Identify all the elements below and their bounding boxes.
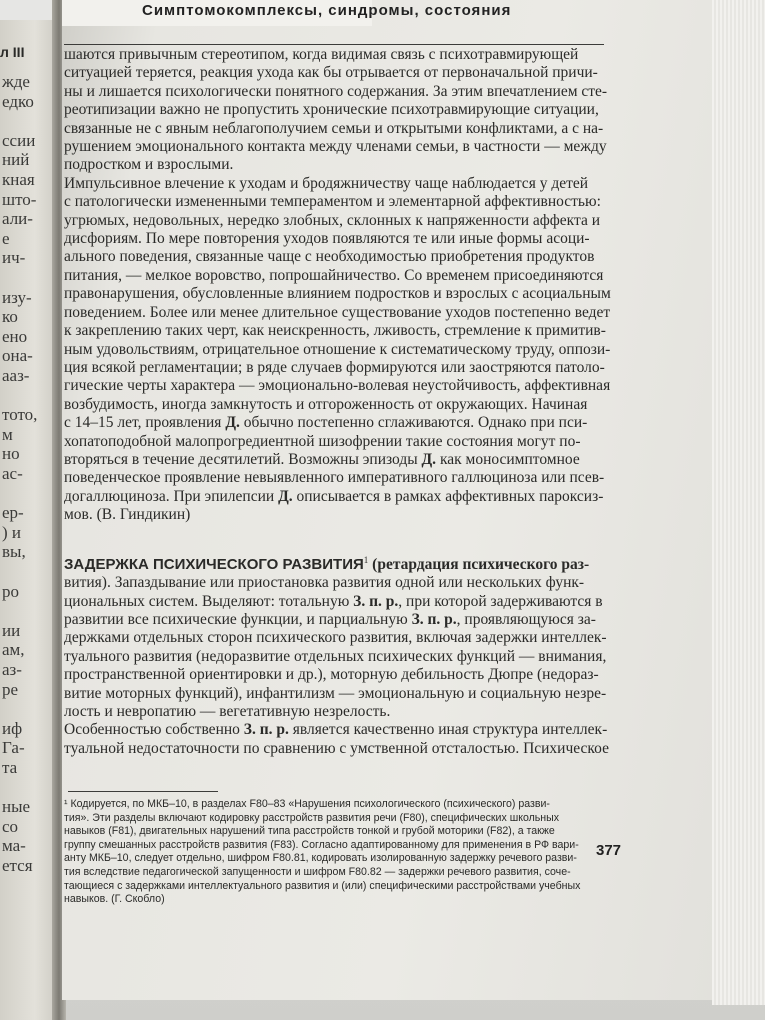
text-line: догаллюциноза. При эпилепсии Д. описывается в рамках аффективных пароксиз- <box>64 487 604 505</box>
left-running-head: л III <box>0 44 25 60</box>
text-line: держками отдельных сторон психического развития, включая задержки интеллек- <box>64 629 607 647</box>
left-page-fragment: ма- <box>2 836 26 856</box>
text-line: вторяться в течение десятилетий. Возможны эпизоды Д. как моносимптомное <box>64 450 580 468</box>
text-line: угрюмых, недовольных, нередко злобных, склонных к напряженности аффекта и <box>64 211 600 229</box>
left-page <box>0 20 58 1020</box>
text-line: лость и невропатию — вегетативную незрелость. <box>64 702 391 720</box>
left-page-fragment: жде <box>2 72 30 91</box>
footnote-line: тия вследствие педагогической запущенности и шифром F80.82 — задержки речевого развития, соче- <box>64 865 571 878</box>
text-line: дисфориям. По мере повторения уходов появляются те или иные формы асоци- <box>64 230 590 248</box>
text-line: ция всякой регламентации; в ряде случаев формируются или заостряются патоло- <box>64 358 605 376</box>
entry-heading-line <box>64 551 622 575</box>
left-page-fragment: ре <box>2 679 19 699</box>
footnote-line: тающиеся с задержками интеллектуального развития и (или) специфическими расстройствами учебных <box>64 879 581 892</box>
text-line: питания, — мелкое воровство, попрошайничество. Со временем присоединяются <box>64 266 604 284</box>
abbreviation: Д. <box>225 414 240 432</box>
article-paragraphs <box>64 46 622 525</box>
left-page-fragment: ний <box>2 150 30 170</box>
left-page-fragment: она- <box>2 346 33 366</box>
paragraph <box>64 175 622 525</box>
text-line: поведением. Более или менее длительное существование уходов постепенно ведет <box>64 303 611 321</box>
left-page-fragment: ные <box>2 797 31 817</box>
running-head: Симптомокомплексы, синдромы, состояния <box>142 2 512 19</box>
text-line: правонарушения, обусловленные влиянием подростков и взрослых с асоциальным <box>64 285 611 303</box>
main-text <box>64 46 622 758</box>
text-line: связанные не с явным неблагополучием семьи и открытыми конфликтами, а с на- <box>64 119 604 137</box>
text-line: циональных систем. Выделяют: тотальную З. п. р., при которой задерживаются в <box>64 592 603 610</box>
text-line: подростком и взрослыми. <box>64 156 234 174</box>
left-page-fragment: аз- <box>2 660 22 679</box>
text-line: пространственной ориентировки и др.), моторную дебильность Дюпре (недораз- <box>64 666 599 684</box>
abbreviation: З. п. р. <box>353 592 399 610</box>
abbreviation: Д. <box>421 450 437 468</box>
left-page-fragment: едко <box>2 91 34 111</box>
footnote-line: навыков (F81), двигательных нарушений типа расстройств тонкой и грубой моторики (F82), а также <box>64 825 555 838</box>
left-page-fragment: ется <box>2 856 33 875</box>
page-edges <box>712 0 765 1005</box>
left-page-fragment: но <box>2 444 20 464</box>
text-line: рушением эмоционального контакта между членами семьи, в частности — между <box>64 138 607 156</box>
left-page-fragment: вы, <box>2 542 26 562</box>
entry-heading: ЗАДЕРЖКА ПСИХИЧЕСКОГО РАЗВИТИЯ <box>64 555 364 573</box>
text-line: ального поведения, связанные чаще с необходимостью приобретения продуктов <box>64 248 595 266</box>
footnote-mark: 1 <box>363 554 369 565</box>
text-line: поведенческое проявление невыявленного императивного галлюциноза или псев- <box>64 469 605 487</box>
left-page-fragment: али- <box>2 209 33 229</box>
left-page-fragment: м <box>2 424 13 444</box>
text-line: Особенностью собственно З. п. р. является качественно иная структура интеллек- <box>64 721 608 739</box>
footnote-line: анту МКБ–10, следует отдельно, шифром F80.81, кодировать изолированную задержку речевого разви- <box>64 852 577 865</box>
right-page <box>62 0 717 1000</box>
left-page-fragment: е <box>2 228 10 248</box>
text-line: гические черты характера — эмоционально-волевая неустойчивость, аффективная <box>64 377 611 395</box>
left-page-fragment: ии <box>2 620 21 640</box>
left-page-fragment: ) и <box>2 522 22 542</box>
text-line: ным удовольствиям, отрицательное отношение к систематическому труду, оппози- <box>64 340 611 358</box>
entry-body <box>64 574 622 758</box>
left-page-fragment: ааз- <box>2 366 30 385</box>
left-page-fragment: Га- <box>2 738 25 758</box>
left-page-fragment: ер- <box>2 503 24 523</box>
left-page-fragment: кная <box>2 170 35 189</box>
left-page-fragment: иф <box>2 718 23 738</box>
text-line: к закреплению таких черт, как неискренность, лживость, стремление к примитив- <box>64 322 606 340</box>
text-line: с патологически измененными темпераментом и элементарной аффективностью: <box>64 193 601 211</box>
left-page-fragment: та <box>2 758 18 777</box>
text-line: туального развития (недоразвитие отдельных психических функций — внимания, <box>64 647 607 665</box>
left-page-fragment: ас- <box>2 464 23 483</box>
text-line: шаются привычным стереотипом, когда видимая связь с психотравмирующей <box>64 46 579 63</box>
text-line: Импульсивное влечение к уходам и бродяжничеству чаще наблюдается у детей <box>64 174 589 192</box>
paragraph <box>64 46 622 175</box>
text-line: хопатоподобной малопрогредиентной шизофрении такие состояния могут по- <box>64 432 581 450</box>
text-line: витие моторных функций), инфантилизм — эмоциональную и социальную незре- <box>64 684 607 702</box>
footnote-block <box>64 798 624 907</box>
footnote-line: тия». Эти разделы включают кодировку расстройств развития речи (F80), специфических школьных <box>64 811 560 824</box>
left-page-fragment: ро <box>2 581 19 601</box>
abbreviation: Д. <box>278 487 293 505</box>
left-page-fragment: со <box>2 816 19 836</box>
header-rule <box>64 44 604 45</box>
footnote-line: группу смешанных расстройств развития (F83). Согласно адаптированному для применения в РФ вари- <box>64 838 579 851</box>
text-line: ны и лишается психологически понятного содержания. За этим впечатлением сте- <box>64 82 608 100</box>
left-page-fragment: тото, <box>2 405 38 425</box>
text-line: развитии все психические функции, и парциальную З. п. р., проявляющуюся за- <box>64 610 596 628</box>
text-line: мов. (В. Гиндикин) <box>64 506 191 524</box>
footnote-line: ¹ Кодируется, по МКБ–10, в разделах F80–83 «Нарушения психологического (психического) разви- <box>64 798 550 810</box>
text-line: реотипизации важно не пропустить хронические психотравмирующие ситуации, <box>64 101 599 119</box>
left-page-fragment: ено <box>2 326 28 346</box>
left-page-fragment: што- <box>2 189 37 209</box>
text-line: туальной недостаточности по сравнению с умственной отсталостью. Психическое <box>64 739 609 757</box>
text-line: возбудимость, иногда замкнутость и отгороженность от окружающих. Начиная <box>64 395 588 413</box>
footnote-rule <box>68 791 218 792</box>
text-line: вития). Запаздывание или приостановка развития одной или нескольких функ- <box>64 574 585 592</box>
abbreviation: З. п. р. <box>411 610 457 628</box>
left-page-fragment: ам, <box>2 640 25 660</box>
text-line: с 14–15 лет, проявления Д. обычно постепенно сглаживаются. Однако при пси- <box>64 414 588 432</box>
page-number: 377 <box>596 842 622 859</box>
left-page-fragment: ссии <box>2 130 36 150</box>
left-page-fragment: изу- <box>2 287 32 307</box>
entry-heading-tail: (ретардация психического раз- <box>368 555 590 573</box>
footnote-line: навыков. (Г. Скобло) <box>64 893 165 906</box>
left-page-fragment: ко <box>2 307 18 327</box>
text-line: ситуацией теряется, реакция ухода как бы отрывается от первоначальной причи- <box>64 64 598 82</box>
abbreviation: З. п. р. <box>243 721 289 739</box>
left-page-fragment: ич- <box>2 248 26 268</box>
